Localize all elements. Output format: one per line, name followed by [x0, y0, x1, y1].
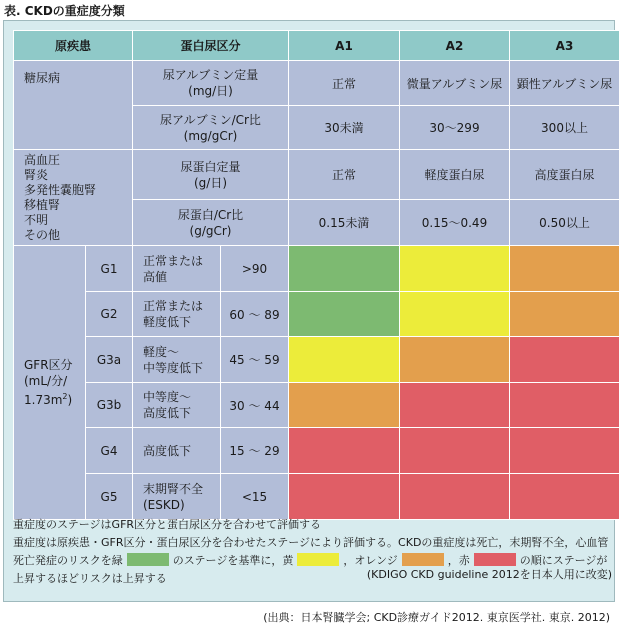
ckd-classification-table — [13, 30, 620, 520]
gfr-description — [133, 246, 221, 292]
gfr-description-line: 正常または — [143, 253, 204, 268]
risk-cell-orange — [289, 383, 400, 428]
gfr-description — [133, 428, 221, 474]
other-a2-label: 軽度蛋白尿 — [400, 150, 510, 200]
gfr-category-label — [14, 246, 86, 520]
diabetes-measure-2 — [133, 106, 289, 150]
disease-diabetes: 糖尿病 — [14, 61, 133, 150]
citation: (出典：日本腎臓学会; CKD診療ガイド2012. 東京医学社. 東京. 2012) — [263, 611, 610, 624]
disease-other-item: 移植腎 — [24, 197, 61, 212]
disease-other-item: 高血圧 — [24, 152, 61, 167]
gfr-stage: G4 — [86, 428, 133, 474]
gfr-label-unit-base: 1.73m — [24, 393, 63, 407]
risk-cell-red — [289, 428, 400, 474]
diabetes-a1-range: 30未満 — [289, 106, 400, 150]
gfr-description — [133, 337, 221, 383]
gfr-stage: G3a — [86, 337, 133, 383]
gfr-range: >90 — [221, 246, 289, 292]
gfr-stage: G5 — [86, 474, 133, 520]
gfr-stage: G1 — [86, 246, 133, 292]
disease-other-list — [14, 150, 133, 246]
note-text: ，赤 — [447, 554, 470, 567]
diabetes-a1-label: 正常 — [289, 61, 400, 106]
risk-cell-red — [510, 428, 620, 474]
diabetes-measure-2-unit: (mg/gCr) — [183, 128, 238, 143]
risk-cell-orange — [510, 246, 620, 292]
other-a3-range: 0.50以上 — [510, 200, 620, 246]
disease-other-item: その他 — [24, 227, 61, 242]
risk-cell-orange — [510, 292, 620, 337]
gfr-range: 60 ～ 89 — [221, 292, 289, 337]
disease-other-item: 腎炎 — [24, 167, 49, 182]
other-measure-1-unit: (g/日) — [193, 175, 228, 190]
gfr-range: <15 — [221, 474, 289, 520]
diabetes-measure-1 — [133, 61, 289, 106]
diabetes-measure-1-name: 尿アルブミン定量 — [162, 68, 259, 82]
diabetes-measure-2-name: 尿アルブミン/Cr比 — [160, 112, 261, 127]
gfr-description-line: 中等度低下 — [143, 360, 204, 375]
other-measure-2-unit: (g/gCr) — [189, 223, 232, 238]
risk-cell-red — [400, 474, 510, 520]
table-caption: 表. CKDの重症度分類 — [4, 4, 125, 18]
note-text: ，オレンジ — [343, 554, 398, 567]
risk-cell-green — [289, 292, 400, 337]
risk-cell-yellow — [400, 292, 510, 337]
risk-cell-red — [289, 474, 400, 520]
other-measure-2 — [133, 200, 289, 246]
other-a2-range: 0.15～0.49 — [400, 200, 510, 246]
diabetes-a3-range: 300以上 — [510, 106, 620, 150]
other-measure-1 — [133, 150, 289, 200]
diabetes-a2-range: 30～299 — [400, 106, 510, 150]
header-proteinuria: 蛋白尿区分 — [133, 31, 289, 61]
note-line-1: 重症度のステージはGFR区分と蛋白尿区分を合わせて評価する — [13, 518, 322, 531]
gfr-description — [133, 292, 221, 337]
gfr-description-line: (ESKD) — [143, 497, 185, 512]
disease-other-item: 多発性嚢胞腎 — [24, 182, 97, 197]
gfr-label-unit-1: (mL/分/ — [24, 374, 68, 388]
header-a3: A3 — [510, 31, 620, 61]
risk-cell-orange — [400, 337, 510, 383]
header-a1: A1 — [289, 31, 400, 61]
gfr-range: 15 ～ 29 — [221, 428, 289, 474]
gfr-description-line: 軽度低下 — [143, 315, 192, 329]
gfr-label-sup: 2 — [62, 392, 68, 401]
risk-cell-green — [289, 246, 400, 292]
gfr-stage: G2 — [86, 292, 133, 337]
gfr-description — [133, 383, 221, 428]
note-text: の順にステージが上昇するほどリスクは上昇する — [13, 554, 608, 585]
diabetes-a3-label: 顕性アルブミン尿 — [510, 61, 620, 106]
gfr-description-line: 末期腎不全 — [143, 481, 204, 496]
header-disease: 原疾患 — [14, 31, 133, 61]
gfr-stage: G3b — [86, 383, 133, 428]
gfr-description-line: 中等度～ — [143, 390, 192, 404]
other-a1-label: 正常 — [289, 150, 400, 200]
gfr-label-unit-end: ) — [67, 393, 73, 407]
gfr-label-unit-2 — [24, 389, 85, 408]
other-measure-1-name: 尿蛋白定量 — [180, 159, 241, 174]
other-measure-2-name: 尿蛋白/Cr比 — [177, 207, 244, 222]
gfr-description — [133, 474, 221, 520]
risk-cell-yellow — [289, 337, 400, 383]
swatch-red — [474, 553, 516, 566]
gfr-label-title: GFR区分 — [24, 358, 73, 372]
other-a1-range: 0.15未満 — [289, 200, 400, 246]
gfr-description-line: 高度低下 — [143, 443, 192, 458]
disease-other-item: 不明 — [24, 212, 49, 227]
header-a2: A2 — [400, 31, 510, 61]
note-source: (KDIGO CKD guideline 2012を日本人用に改変) — [366, 568, 612, 581]
note-text: 重症度は原疾患・GFR区分・蛋白尿区分を合わせたステージにより評価する。CKDの重症度は死亡，末期腎不全，心血管死亡発症のリスクを緑 — [13, 536, 609, 567]
gfr-description-line: 正常または — [143, 299, 204, 313]
swatch-green — [127, 553, 169, 566]
gfr-description-line: 高値 — [143, 269, 168, 284]
swatch-orange — [402, 553, 444, 566]
gfr-range: 45 ～ 59 — [221, 337, 289, 383]
risk-cell-red — [400, 428, 510, 474]
diabetes-a2-label: 微量アルブミン尿 — [400, 61, 510, 106]
gfr-description-line: 軽度～ — [143, 344, 180, 359]
swatch-yellow — [297, 553, 339, 566]
note-text: のステージを基準に，黄 — [172, 554, 294, 567]
risk-cell-yellow — [400, 246, 510, 292]
risk-cell-red — [510, 383, 620, 428]
gfr-description-line: 高度低下 — [143, 406, 192, 420]
other-a3-label: 高度蛋白尿 — [510, 150, 620, 200]
diabetes-measure-1-unit: (mg/日) — [188, 84, 233, 98]
gfr-range: 30 ～ 44 — [221, 383, 289, 428]
risk-cell-red — [510, 474, 620, 520]
risk-cell-red — [400, 383, 510, 428]
risk-cell-red — [510, 337, 620, 383]
